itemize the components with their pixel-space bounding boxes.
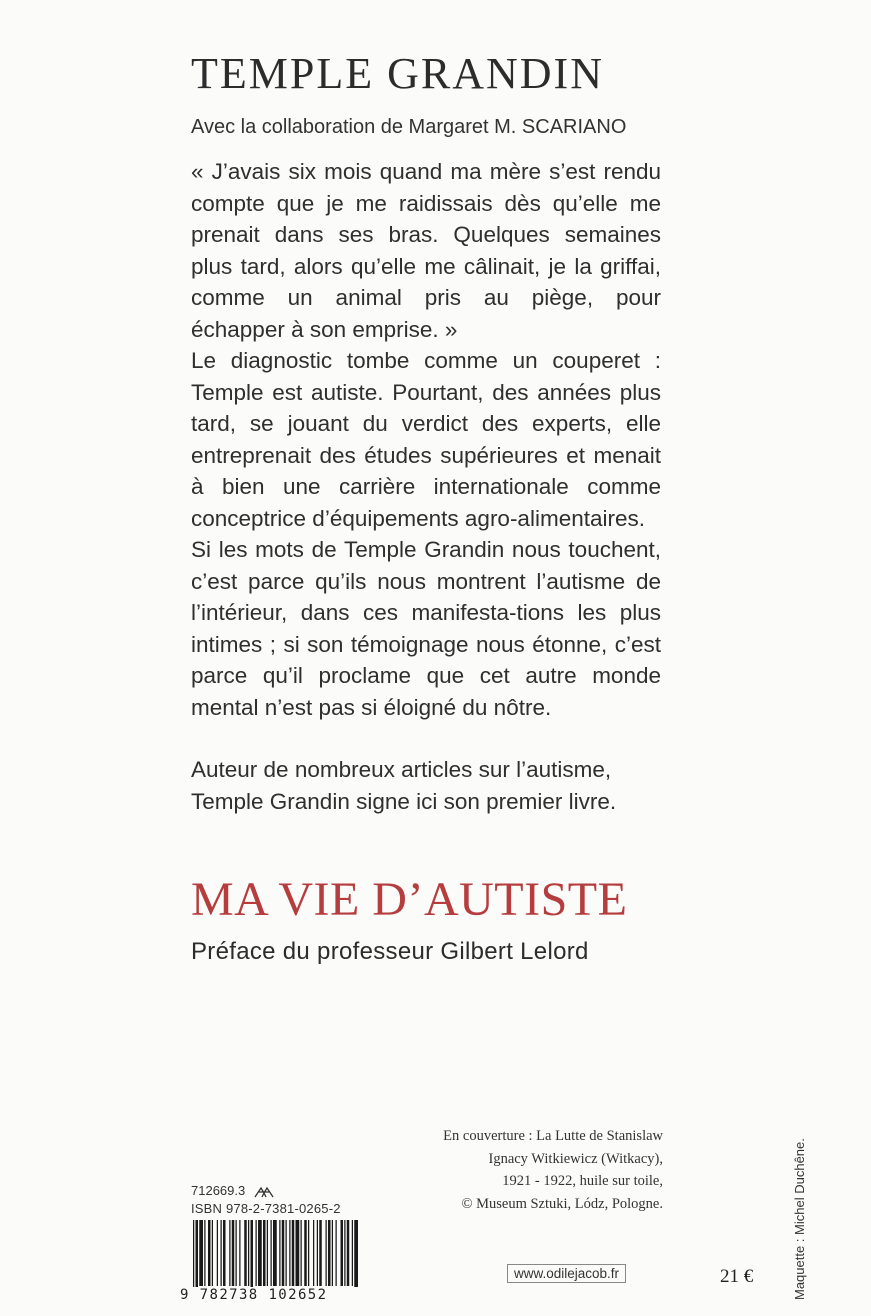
barcode-bar <box>289 1220 290 1286</box>
barcode-bar <box>244 1220 247 1286</box>
barcode-bar <box>258 1220 262 1286</box>
author-name: TEMPLE GRANDIN <box>191 49 604 98</box>
blurb-diagnosis: Le diagnostic tombe comme un couperet : Temple est autiste. Pourtant, des années plus tard, se jouant du verdict des experts, elle entreprenait des études supérieures et menait à bien une carrière internationale comme conceptrice d’équipements agro-alimentaires. <box>191 348 661 531</box>
barcode-bar <box>308 1220 309 1286</box>
barcode-bar <box>292 1220 295 1286</box>
product-code-text: 712669.3 <box>191 1183 246 1198</box>
book-title: MA VIE D’AUTISTE <box>191 873 628 926</box>
barcode-bar <box>301 1220 302 1286</box>
barcode-bar <box>267 1220 268 1286</box>
barcode-bar <box>199 1220 203 1286</box>
barcode-bar <box>221 1220 222 1286</box>
barcode-bar <box>248 1220 249 1286</box>
cover-credit-line: 1921 - 1922, huile sur toile, <box>502 1173 663 1189</box>
barcode-bar <box>317 1220 318 1286</box>
barcode-bar <box>352 1220 353 1286</box>
barcode-bar <box>344 1220 345 1286</box>
maquette-credit: Maquette : Michel Duchêne. <box>792 1138 807 1300</box>
collaboration-line: Avec la collaboration de Margaret M. SCARIANO <box>191 116 627 138</box>
cover-credit <box>363 1125 663 1215</box>
cover-credit-line: En couverture : La Lutte de Stanislaw <box>443 1128 663 1144</box>
barcode-bar <box>336 1220 337 1286</box>
barcode-bar <box>319 1220 322 1286</box>
isbn: ISBN 978-2-7381-0265-2 <box>191 1201 341 1216</box>
barcode-bar <box>347 1220 350 1286</box>
barcode-bar <box>328 1220 331 1286</box>
barcode-bar <box>256 1220 257 1286</box>
blurb-significance: Si les mots de Temple Grandin nous touchent, c’est parce qu’ils nous montrent l’autisme de l’intérieur, dans ces manifesta-tions les plus intimes ; si son témoignage nous étonne, c’est parce qu’il proclame que cet autre monde mental n’est pas si éloigné du nôtre. <box>191 537 661 720</box>
barcode-bar <box>304 1220 307 1286</box>
barcode-bar <box>223 1220 226 1286</box>
barcode-bar <box>208 1220 211 1286</box>
barcode-bar <box>217 1220 218 1286</box>
cover-credit-line: Ignacy Witkiewicz (Witkacy), <box>488 1150 663 1167</box>
barcode-bar <box>273 1220 277 1286</box>
barcode-bar <box>236 1220 237 1286</box>
preface-line: Préface du professeur Gilbert Lelord <box>191 938 589 965</box>
barcode-bar <box>313 1220 314 1286</box>
product-code <box>191 1183 275 1199</box>
barcode-bar <box>279 1220 280 1286</box>
barcode-bar <box>286 1220 287 1286</box>
blurb-author-note: Auteur de nombreux articles sur l’autisme, Temple Grandin signe ici son premier livre. <box>191 757 617 814</box>
barcode-digits: 9 782738 102652 <box>180 1287 370 1303</box>
barcode-bar <box>232 1220 235 1286</box>
barcode-bar <box>326 1220 327 1286</box>
barcode-bar <box>239 1220 240 1286</box>
back-cover-blurb <box>191 156 661 817</box>
barcode-bar <box>341 1220 344 1286</box>
barcode-bar <box>332 1220 333 1286</box>
barcode-bar <box>212 1220 213 1286</box>
paragraph-gap <box>191 723 661 754</box>
cover-credit-line: © Museum Sztuki, Lódz, Pologne. <box>461 1195 663 1212</box>
barcode-bar <box>282 1220 285 1286</box>
publisher-website-link[interactable]: www.odilejacob.fr <box>507 1264 626 1283</box>
blurb-quote: « J’avais six mois quand ma mère s’est rendu compte que je me raidissais dès qu’elle me prenait dans ses bras. Quelques semaines plus tard, alors qu’elle me câlinait, je la griffai, comme un animal pris au piège, pour échapper à son emprise. » <box>191 159 661 342</box>
barcode-bar <box>229 1220 230 1286</box>
barcode-bar <box>296 1220 300 1286</box>
barcode-bar <box>204 1220 205 1286</box>
price: 21 € <box>720 1266 754 1287</box>
barcode-bar <box>263 1220 266 1286</box>
publisher-logo-icon <box>253 1185 275 1199</box>
barcode-bar <box>271 1220 272 1286</box>
